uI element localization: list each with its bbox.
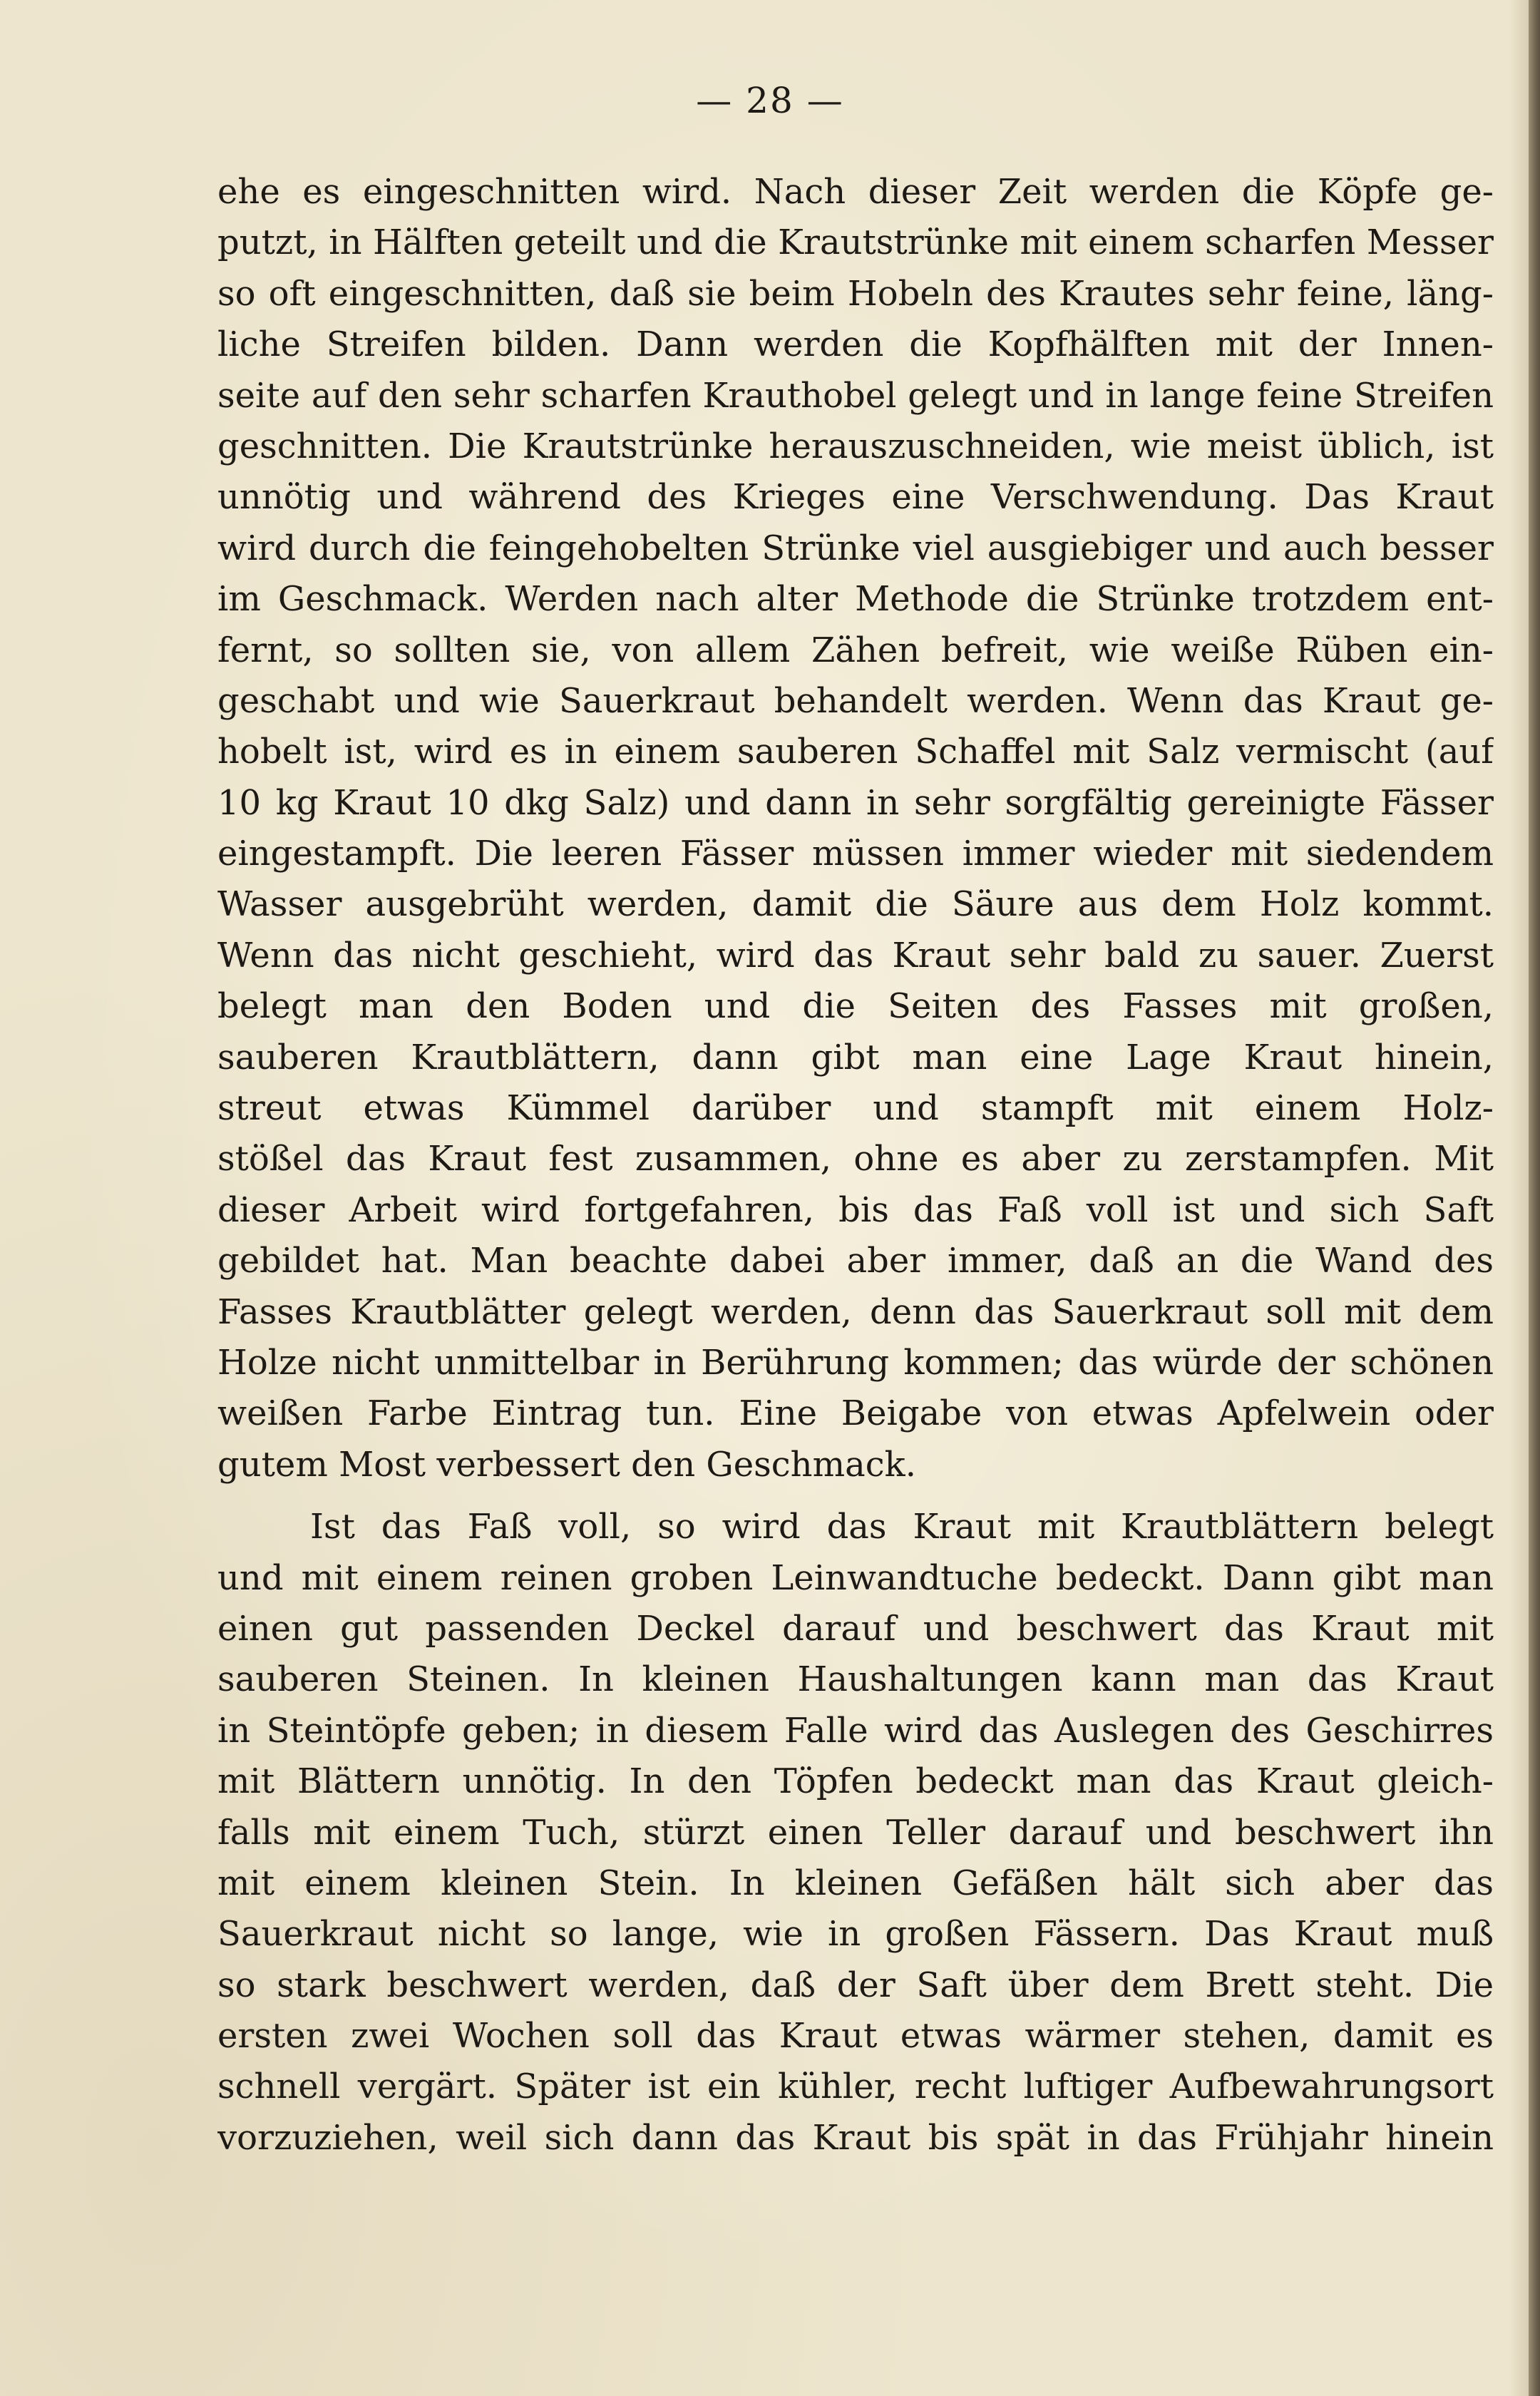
page-number: — 28 — bbox=[696, 80, 844, 121]
text-line: falls mit einem Tuch, stürzt einen Teller darauf und beschwert ihn bbox=[217, 1812, 1494, 1853]
text-line: liche Streifen bilden. Dann werden die Kopfhälften mit der Innen- bbox=[217, 324, 1494, 365]
text-line: in Steintöpfe geben; in diesem Falle wird das Auslegen des Geschirres bbox=[217, 1710, 1494, 1751]
text-line: streut etwas Kümmel darüber und stampft mit einem Holz- bbox=[217, 1088, 1494, 1129]
text-line: und mit einem reinen groben Leinwandtuche bedeckt. Dann gibt man bbox=[217, 1557, 1494, 1598]
book-edge bbox=[1529, 0, 1540, 2396]
text-line: Fasses Krautblätter gelegt werden, denn das Sauerkraut soll mit dem bbox=[217, 1291, 1494, 1332]
text-line: gutem Most verbessert den Geschmack. bbox=[217, 1444, 916, 1485]
text-line: ersten zwei Wochen soll das Kraut etwas wärmer stehen, damit es bbox=[217, 2016, 1494, 2057]
page-edge-shadow bbox=[1509, 0, 1529, 2396]
text-line: sauberen Steinen. In kleinen Haushaltungen kann man das Kraut bbox=[217, 1659, 1494, 1700]
text-line: stößel das Kraut fest zusammen, ohne es aber zu zerstampfen. Mit bbox=[217, 1139, 1494, 1179]
text-line: einen gut passenden Deckel darauf und beschwert das Kraut mit bbox=[217, 1608, 1494, 1649]
text-line: geschnitten. Die Krautstrünke herauszuschneiden, wie meist üblich, ist bbox=[217, 426, 1494, 466]
text-line: 10 kg Kraut 10 dkg Salz) und dann in sehr sorgfältig gereinigte Fässer bbox=[217, 782, 1494, 823]
text-line: Holze nicht unmittelbar in Berührung kommen; das würde der schönen bbox=[217, 1342, 1494, 1383]
text-line: Wenn das nicht geschieht, wird das Kraut sehr bald zu sauer. Zuerst bbox=[217, 935, 1494, 976]
text-line: seite auf den sehr scharfen Krauthobel gelegt und in lange feine Streifen bbox=[217, 375, 1494, 416]
text-line: fernt, so sollten sie, von allem Zähen befreit, wie weiße Rüben ein- bbox=[217, 630, 1494, 670]
text-line: mit einem kleinen Stein. In kleinen Gefäßen hält sich aber das bbox=[217, 1863, 1494, 1903]
text-line: vorzuziehen, weil sich dann das Kraut bis spät in das Frühjahr hinein bbox=[217, 2117, 1494, 2158]
text-line: Sauerkraut nicht so lange, wie in großen Fässern. Das Kraut muß bbox=[217, 1914, 1494, 1955]
text-line: mit Blättern unnötig. In den Töpfen bedeckt man das Kraut gleich- bbox=[217, 1761, 1494, 1802]
text-line: ehe es eingeschnitten wird. Nach dieser Zeit werden die Köpfe ge- bbox=[217, 172, 1494, 212]
text-line: putzt, in Hälften geteilt und die Krautstrünke mit einem scharfen Messer bbox=[217, 222, 1494, 263]
text-line: geschabt und wie Sauerkraut behandelt werden. Wenn das Kraut ge- bbox=[217, 680, 1494, 721]
text-line: weißen Farbe Eintrag tun. Eine Beigabe von etwas Apfelwein oder bbox=[217, 1393, 1494, 1434]
text-line: hobelt ist, wird es in einem sauberen Schaffel mit Salz vermischt (auf bbox=[217, 732, 1494, 772]
text-line: im Geschmack. Werden nach alter Methode die Strünke trotzdem ent- bbox=[217, 579, 1494, 620]
text-line: dieser Arbeit wird fortgefahren, bis das Faß voll ist und sich Saft bbox=[217, 1189, 1494, 1230]
text-line: unnötig und während des Krieges eine Verschwendung. Das Kraut bbox=[217, 477, 1494, 518]
paragraph-1 bbox=[217, 167, 1494, 1490]
text-line: eingestampft. Die leeren Fässer müssen immer wieder mit siedendem bbox=[217, 834, 1494, 874]
text-line: sauberen Krautblättern, dann gibt man eine Lage Kraut hinein, bbox=[217, 1037, 1494, 1077]
text-line: so stark beschwert werden, daß der Saft über dem Brett steht. Die bbox=[217, 1965, 1494, 2005]
paragraph-gap bbox=[217, 1490, 1494, 1502]
text-line: wird durch die feingehobelten Strünke viel ausgiebiger und auch besser bbox=[217, 528, 1494, 568]
text-line: Wasser ausgebrüht werden, damit die Säure aus dem Holz kommt. bbox=[217, 884, 1494, 925]
body-text bbox=[217, 167, 1494, 2164]
text-line: Ist das Faß voll, so wird das Kraut mit Krautblättern belegt bbox=[310, 1507, 1494, 1547]
text-line: so oft eingeschnitten, daß sie beim Hobeln des Krautes sehr feine, läng- bbox=[217, 273, 1494, 314]
paragraph-2 bbox=[217, 1502, 1494, 2164]
text-line: gebildet hat. Man beachte dabei aber immer, daß an die Wand des bbox=[217, 1241, 1494, 1281]
text-line: schnell vergärt. Später ist ein kühler, recht luftiger Aufbewahrungsort bbox=[217, 2067, 1494, 2107]
text-line: belegt man den Boden und die Seiten des Fasses mit großen, bbox=[217, 986, 1494, 1027]
